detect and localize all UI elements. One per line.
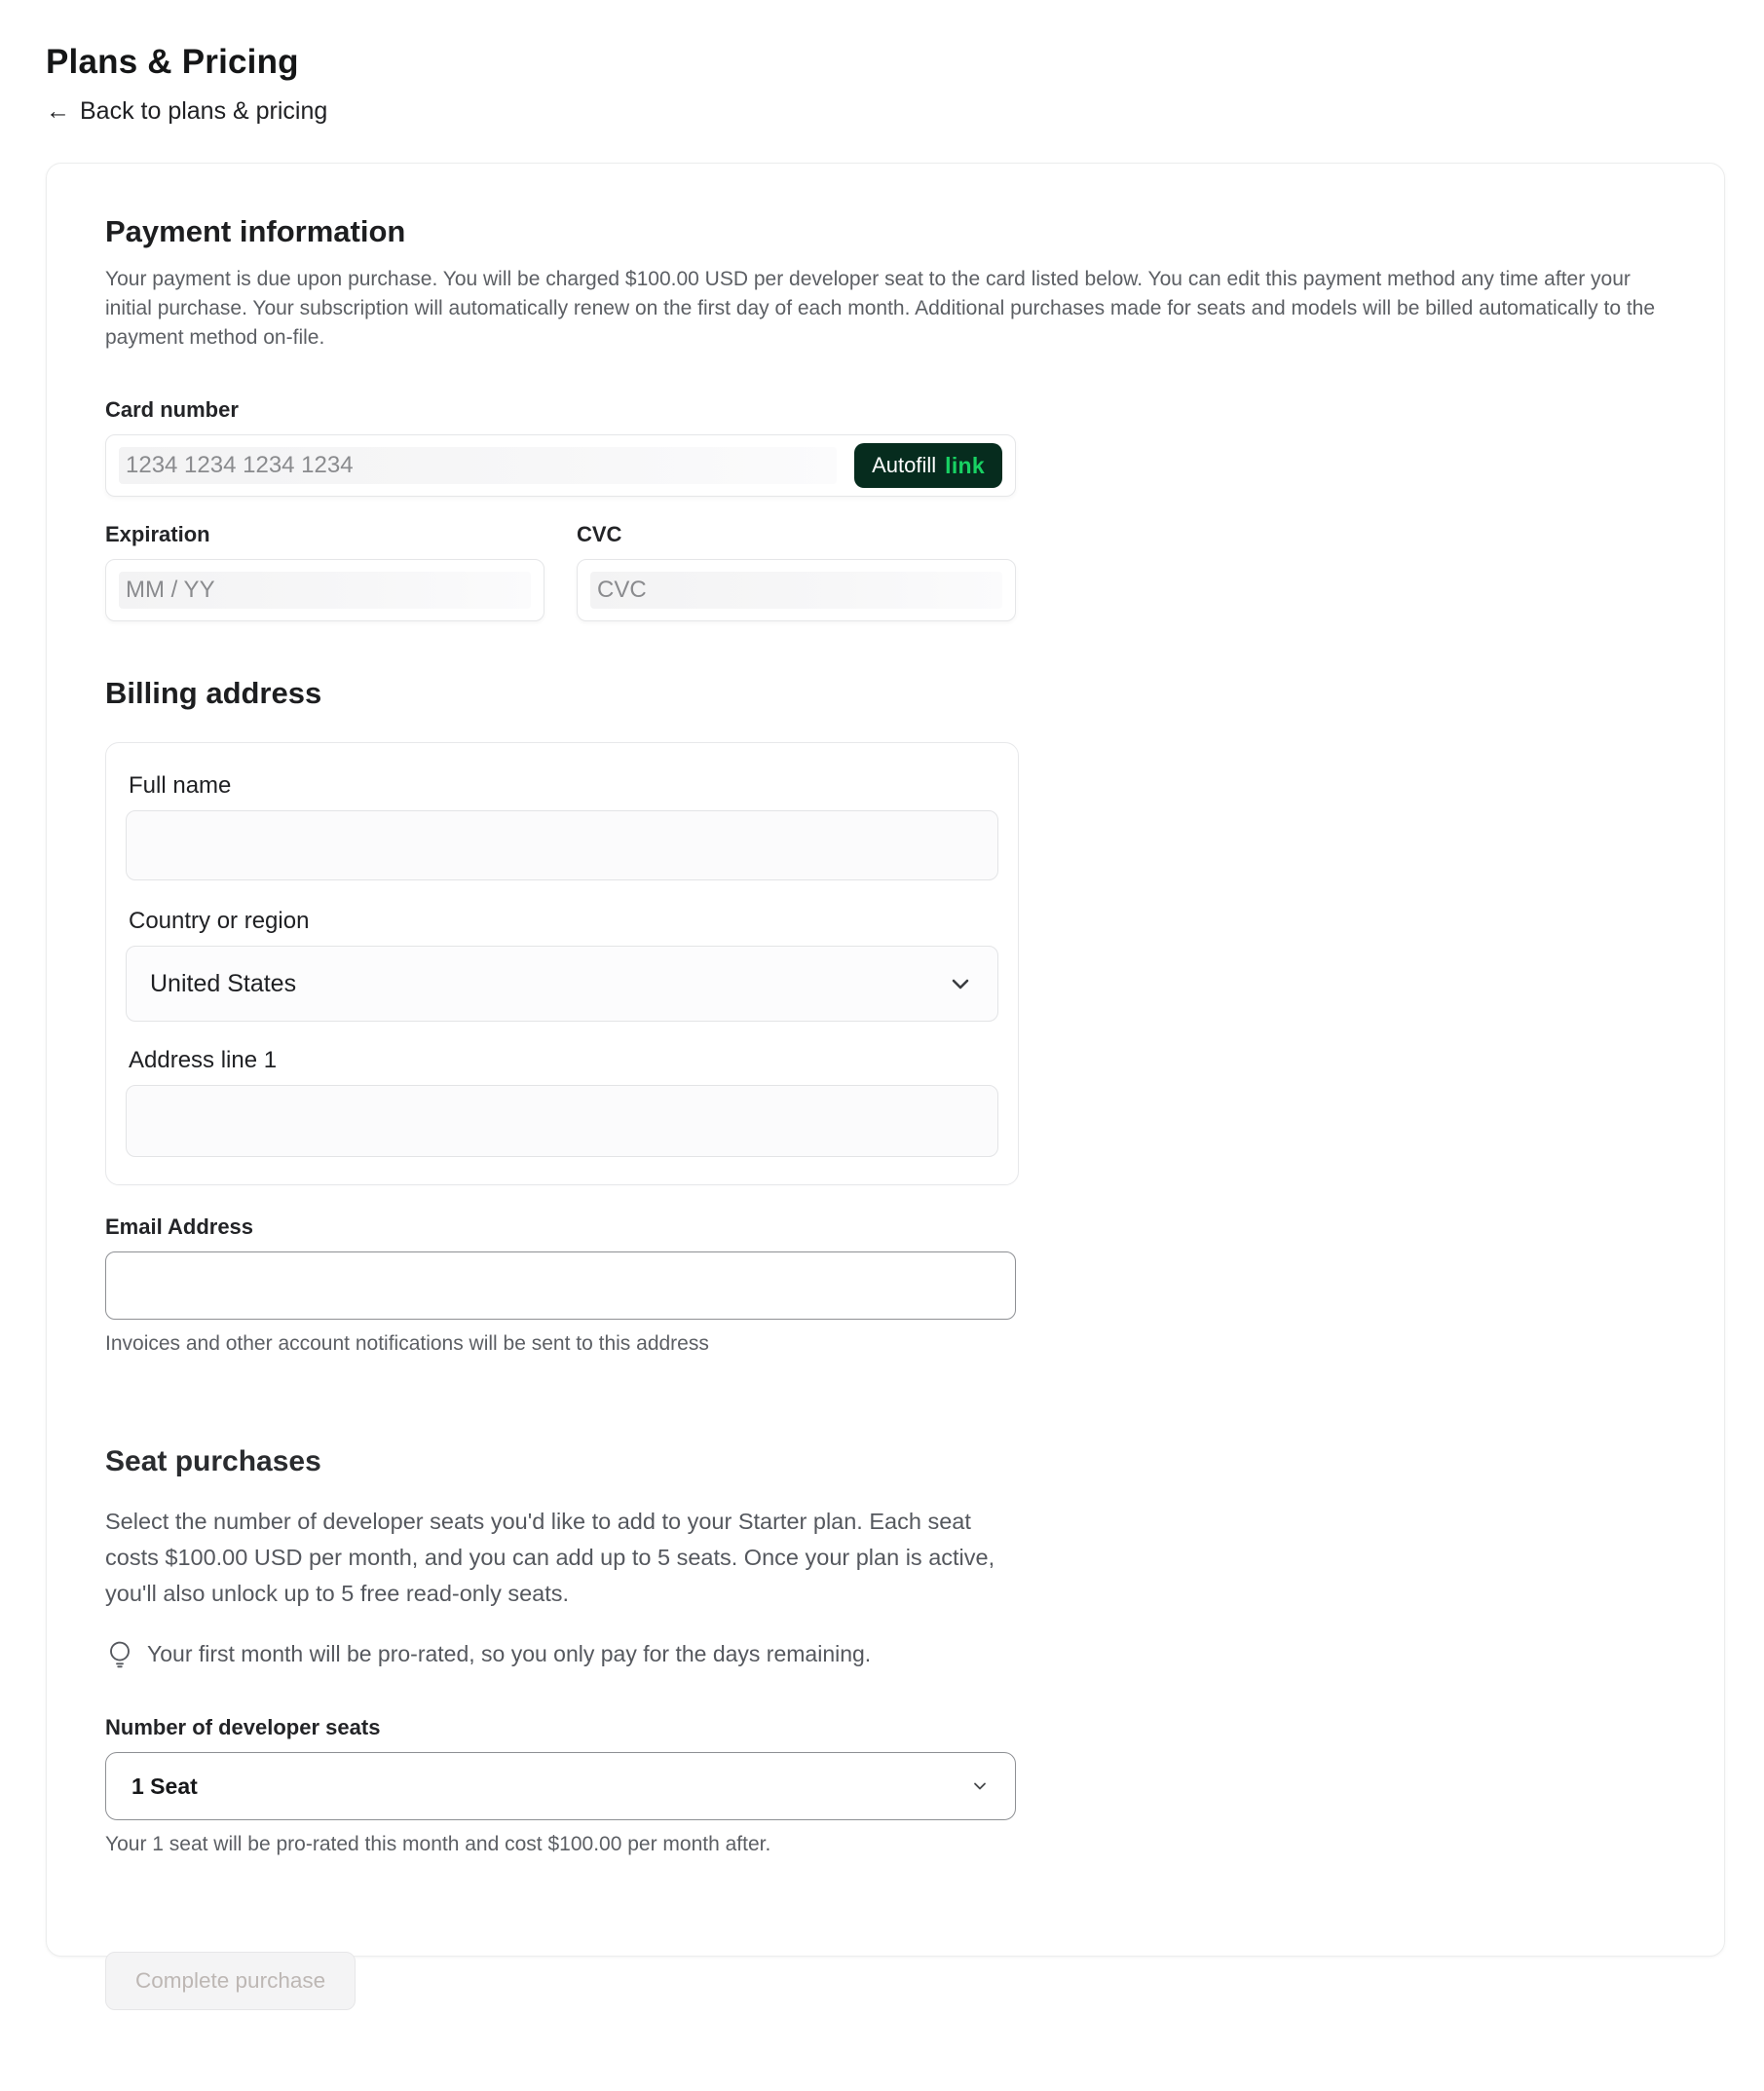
back-link[interactable] [46, 97, 327, 126]
email-input[interactable] [105, 1251, 1016, 1320]
email-field [105, 1214, 1016, 1356]
checkout-card [46, 163, 1725, 1993]
chevron-down-icon [970, 1776, 990, 1796]
seat-count-label: Number of developer seats [105, 1715, 381, 1739]
billing-address-box [105, 742, 1019, 1185]
expiry-cvc-row [105, 522, 1666, 621]
seat-purchases-description: Select the number of developer seats you'd like to add to your Starter plan. Each seat costs $100.00 USD per month, and you can add up to 5 seats. Once your plan is active, you'll also unlock up to 5 free read-only seats. [105, 1509, 995, 1606]
back-link-label: Back to plans & pricing [80, 97, 328, 125]
complete-purchase-button[interactable]: Complete purchase [105, 1952, 356, 2010]
expiration-label: Expiration [105, 522, 210, 546]
seat-count-field [105, 1715, 1666, 1856]
email-label: Email Address [105, 1214, 254, 1239]
autofill-label: Autofill [872, 453, 937, 477]
seat-count-select[interactable] [105, 1752, 1016, 1820]
expiration-field [105, 522, 544, 621]
cvc-label: CVC [577, 522, 622, 546]
expiration-placeholder[interactable]: MM / YY [119, 572, 531, 609]
seat-purchases-section [105, 1445, 1666, 2010]
country-select[interactable] [126, 946, 998, 1022]
country-label: Country or region [129, 908, 310, 934]
prorate-note [105, 1639, 1666, 1668]
billing-address-section [105, 676, 1666, 1356]
seat-count-helper-text: Your 1 seat will be pro-rated this month and cost $100.00 per month after. [105, 1833, 771, 1855]
back-arrow-icon: ← [46, 97, 70, 125]
seat-count-selected-value: 1 Seat [131, 1773, 198, 1799]
cvc-field [577, 522, 1016, 621]
card-number-field [105, 397, 1016, 497]
prorate-note-text: Your first month will be pro-rated, so you only pay for the days remaining. [147, 1640, 872, 1666]
payment-information-heading: Payment information [105, 214, 406, 248]
address-line1-label: Address line 1 [129, 1047, 278, 1073]
email-helper-text: Invoices and other account notifications will be sent to this address [105, 1332, 709, 1355]
billing-address-heading: Billing address [105, 676, 322, 710]
lightbulb-icon [105, 1639, 134, 1668]
card-number-placeholder[interactable]: 1234 1234 1234 1234 [119, 447, 837, 484]
seat-purchases-heading: Seat purchases [105, 1445, 321, 1477]
expiration-input[interactable] [105, 559, 544, 621]
full-name-label: Full name [129, 772, 232, 799]
link-brand-logo: link [945, 452, 985, 478]
card-number-input[interactable] [105, 434, 1016, 497]
full-name-field [126, 772, 998, 880]
address-line1-input[interactable] [126, 1085, 998, 1157]
full-name-input[interactable] [126, 810, 998, 880]
country-selected-value: United States [150, 969, 297, 997]
payment-description: Your payment is due upon purchase. You will be charged $100.00 USD per developer seat to the card listed below. You can edit this payment method any time after your initial purchase. Your subscription will automatically renew on the first day of each month. Additional purchases made for seats and models will be billed automatically to the payment method on-file. [105, 268, 1656, 349]
page-header [0, 0, 1764, 126]
autofill-link-button[interactable] [854, 443, 1002, 488]
cvc-input[interactable] [577, 559, 1016, 621]
chevron-down-icon [947, 970, 974, 997]
cvc-placeholder[interactable]: CVC [590, 572, 1002, 609]
address-line1-field [126, 1047, 998, 1157]
card-number-label: Card number [105, 397, 239, 422]
country-field [126, 908, 998, 1022]
page-title: Plans & Pricing [46, 43, 299, 81]
